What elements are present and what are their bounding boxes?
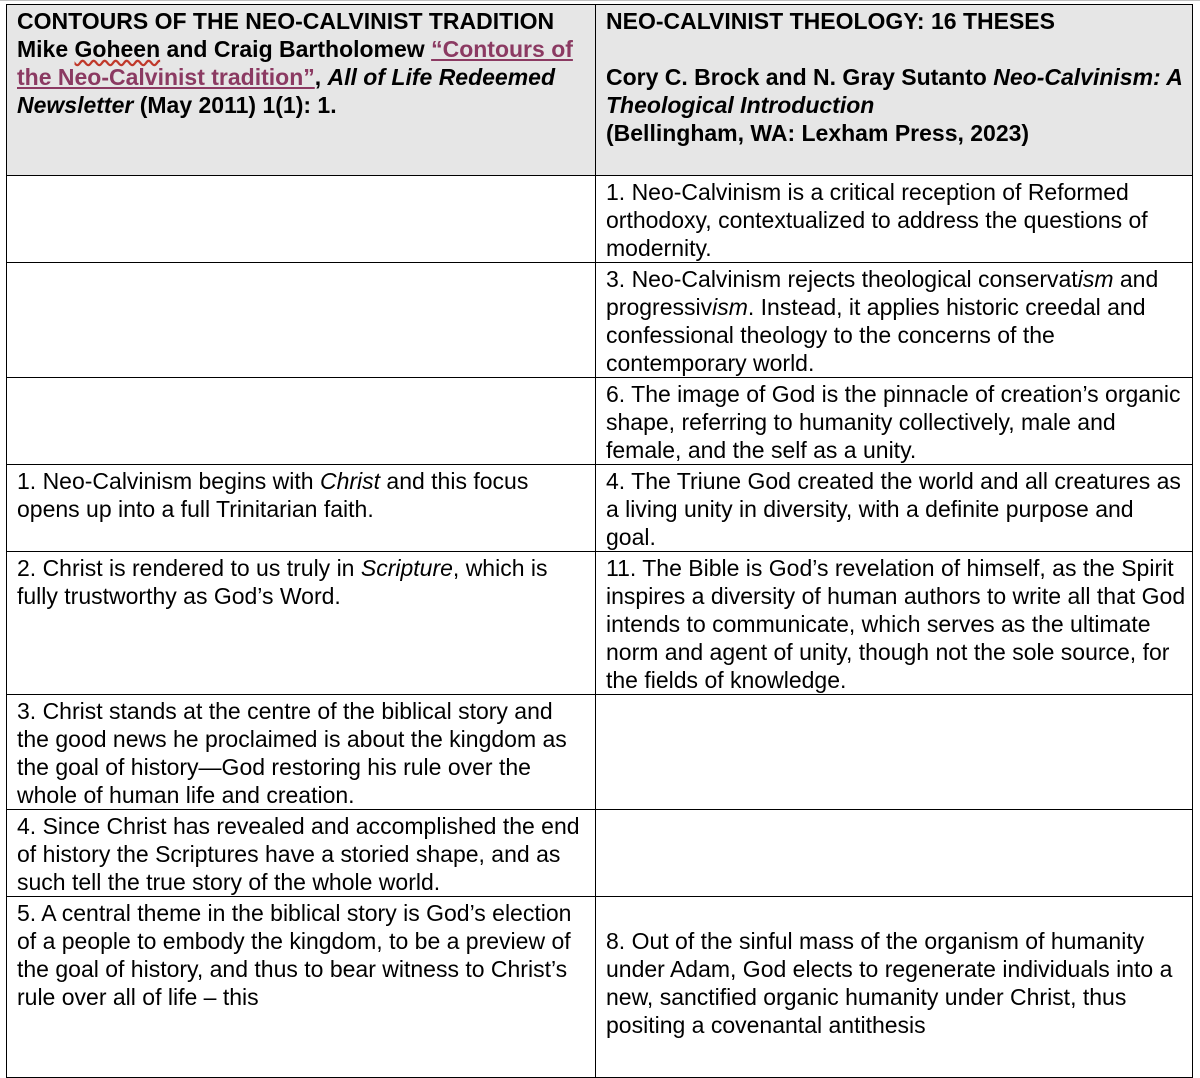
theses-authors: Cory C. Brock and N. Gray Sutanto <box>606 64 994 90</box>
header-cell-contours <box>7 5 596 176</box>
contours-text: , which is fully trustworthy as God’s Word. <box>17 555 548 609</box>
thesis-text: . Instead, it applies historic creedal and confessional theology to the concerns of the contemporary world. <box>606 294 1146 376</box>
table-row <box>7 897 1193 1078</box>
thesis-cell: 4. The Triune God created the world and all creatures as a living unity in diversity, with a definite purpose and goal. <box>596 465 1193 552</box>
contours-article-link[interactable]: “Contours of the Neo-Calvinist tradition” <box>17 36 573 90</box>
contours-text: 1. Neo-Calvinism begins with <box>17 468 320 494</box>
header-spacer <box>606 35 1186 63</box>
table-row <box>7 378 1193 465</box>
contours-cell: 5. A central theme in the biblical story is God’s election of a people to embody the kingdom, to be a preview of the goal of history, and thus to bear witness to Christ’s rule over all of life – this <box>7 897 596 1078</box>
thesis-cell: 6. The image of God is the pinnacle of creation’s organic shape, referring to humanity collectively, male and female, and the self as a unity. <box>596 378 1193 465</box>
contours-journal: All of Life Redeemed Newsletter <box>17 64 556 118</box>
contours-text: and this focus opens up into a full Trinitarian faith. <box>17 468 529 522</box>
thesis-cell-empty <box>596 695 1193 810</box>
contours-text: 2. Christ is rendered to us truly in <box>17 555 361 581</box>
thesis-text: 3. Neo-Calvinism rejects theological conservat <box>606 266 1078 292</box>
thesis-italic: ism <box>1077 266 1114 292</box>
contours-heading: CONTOURS OF THE NEO-CALVINIST TRADITION <box>17 8 555 34</box>
theses-publisher: (Bellingham, WA: Lexham Press, 2023) <box>606 120 1030 146</box>
contours-cell <box>7 552 596 695</box>
header-cell-theses <box>596 5 1193 176</box>
contours-cell-empty <box>7 263 596 378</box>
contours-authors-prefix: Mike <box>17 36 75 62</box>
table-row <box>7 263 1193 378</box>
thesis-cell: 11. The Bible is God’s revelation of himself, as the Spirit inspires a diversity of human authors to write all that God intends to communicate, which serves as the ultimate norm and agent of unity, though not the sole source, for the fields of knowledge. <box>596 552 1193 695</box>
comparison-table <box>6 4 1193 1078</box>
contours-cell: 4. Since Christ has revealed and accomplished the end of history the Scriptures have a storied shape, and as such tell the true story of the whole world. <box>7 810 596 897</box>
table-row <box>7 552 1193 695</box>
contours-italic: Scripture <box>360 555 453 581</box>
contours-author-goheen[interactable]: Goheen <box>74 36 161 62</box>
contours-cell: 3. Christ stands at the centre of the biblical story and the good news he proclaimed is about the kingdom as the goal of history—God restoring his rule over the whole of human life and creation. <box>7 695 596 810</box>
contours-cell-empty <box>7 378 596 465</box>
theses-book-title: Neo-Calvinism: A Theological Introduction <box>606 64 1182 118</box>
contours-authors-rest: and Craig Bartholomew <box>160 36 432 62</box>
contours-cell <box>7 465 596 552</box>
table-row <box>7 465 1193 552</box>
page-top-rule <box>0 0 1200 1</box>
thesis-cell: 8. Out of the sinful mass of the organism of humanity under Adam, God elects to regenerate individuals into a new, sanctified organic humanity under Christ, thus positing a covenantal antithesis <box>596 897 1193 1078</box>
thesis-cell: 1. Neo-Calvinism is a critical reception of Reformed orthodoxy, contextualized to address the questions of modernity. <box>596 176 1193 263</box>
thesis-cell <box>596 263 1193 378</box>
contours-italic: Christ <box>319 468 381 494</box>
table-row <box>7 695 1193 810</box>
thesis-cell-empty <box>596 810 1193 897</box>
table-row <box>7 176 1193 263</box>
contours-citation: (May 2011) 1(1): 1. <box>133 92 337 118</box>
table-header-row <box>7 5 1193 176</box>
table-row <box>7 810 1193 897</box>
thesis-text: and progressiv <box>606 266 1159 320</box>
thesis-italic: ism <box>712 294 748 320</box>
theses-heading: NEO-CALVINIST THEOLOGY: 16 THESES <box>606 8 1055 34</box>
contours-comma: , <box>314 64 328 90</box>
contours-cell-empty <box>7 176 596 263</box>
